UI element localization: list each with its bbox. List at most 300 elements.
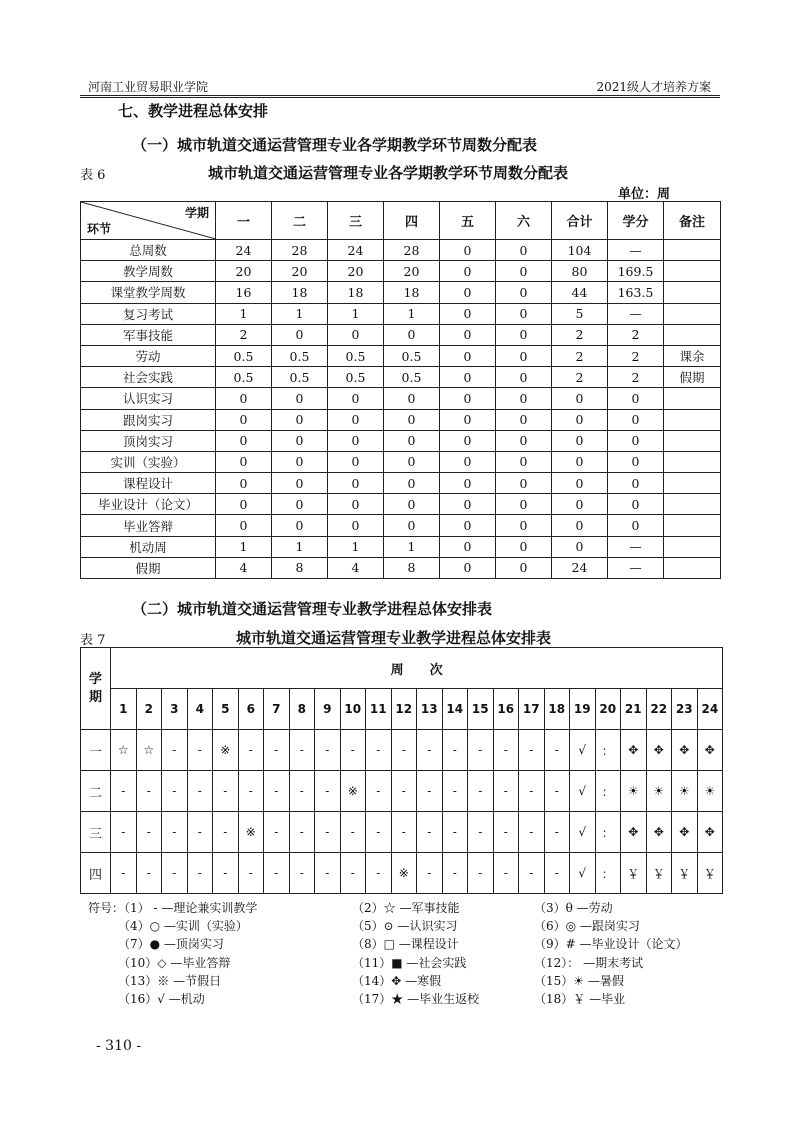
- table-cell: —: [608, 240, 664, 261]
- schedule-cell: ✥: [697, 812, 723, 853]
- table-cell: 0: [440, 303, 496, 324]
- table-cell: 44: [552, 282, 608, 303]
- table-cell: 0: [272, 451, 328, 472]
- schedule-cell: -: [391, 730, 417, 771]
- table-cell: 0: [440, 282, 496, 303]
- schedule-cell: -: [366, 771, 392, 812]
- table-cell: [664, 409, 721, 430]
- table-cell: 0.5: [384, 367, 440, 388]
- table7-label: 表 7: [80, 633, 106, 648]
- week-number-cell: 8: [289, 689, 315, 730]
- table-cell: 0: [272, 494, 328, 515]
- table-cell: 104: [552, 240, 608, 261]
- schedule-cell: -: [493, 812, 519, 853]
- schedule-cell: ☀: [646, 771, 672, 812]
- schedule-cell: ※: [340, 771, 366, 812]
- schedule-cell: ✥: [646, 812, 672, 853]
- schedule-cell: -: [493, 730, 519, 771]
- table-cell: 0.5: [216, 367, 272, 388]
- table-cell: 0: [608, 494, 664, 515]
- table-cell: 0: [496, 240, 552, 261]
- legend-item: （7）● —顶岗实习: [118, 937, 224, 952]
- schedule-cell: -: [544, 812, 570, 853]
- schedule-cell: -: [366, 812, 392, 853]
- table-cell: 0: [496, 557, 552, 578]
- schedule-cell: ：: [595, 853, 621, 894]
- schedule-cell: -: [162, 853, 188, 894]
- row-label-cell: 机动周: [81, 536, 216, 557]
- table-cell: 0: [552, 515, 608, 536]
- schedule-cell: -: [417, 771, 443, 812]
- schedule-cell: ※: [391, 853, 417, 894]
- schedule-cell: ✥: [646, 730, 672, 771]
- table-cell: [664, 388, 721, 409]
- schedule-cell: -: [238, 853, 264, 894]
- table-cell: —: [608, 536, 664, 557]
- table-cell: 4: [328, 557, 384, 578]
- table6-header-cell: 三: [328, 202, 384, 240]
- legend-item: （9）# —毕业设计（论文）: [534, 937, 688, 952]
- row-label-cell: 社会实践: [81, 367, 216, 388]
- header-rule: [80, 95, 720, 96]
- schedule-cell: -: [340, 853, 366, 894]
- table-cell: 1: [384, 536, 440, 557]
- legend-item: （5）⊙ —认识实习: [352, 919, 458, 934]
- table-cell: 0: [216, 388, 272, 409]
- table-cell: 0: [440, 409, 496, 430]
- table-cell: 20: [272, 261, 328, 282]
- table-cell: 0: [496, 345, 552, 366]
- table-cell: 0: [384, 494, 440, 515]
- legend-item: （8）□ —课程设计: [352, 937, 459, 952]
- schedule-cell: ￥: [646, 853, 672, 894]
- table-cell: 8: [384, 557, 440, 578]
- table-cell: 0.5: [216, 345, 272, 366]
- table-cell: [664, 557, 721, 578]
- table6-unit: 单位：周: [618, 187, 671, 202]
- week-number-cell: 11: [366, 689, 392, 730]
- table-cell: 20: [328, 261, 384, 282]
- table-cell: 2: [608, 324, 664, 345]
- legend-item: （14）✥ —寒假: [352, 973, 442, 988]
- schedule-cell: -: [264, 812, 290, 853]
- table-cell: 2: [608, 367, 664, 388]
- table-cell: 0: [496, 261, 552, 282]
- table-cell: 0: [496, 451, 552, 472]
- row-label-cell: 课程设计: [81, 473, 216, 494]
- table-cell: 0: [272, 515, 328, 536]
- table-cell: 0: [552, 494, 608, 515]
- table-cell: 0.5: [328, 345, 384, 366]
- table-cell: 16: [216, 282, 272, 303]
- table-cell: —: [608, 557, 664, 578]
- week-number-cell: 20: [595, 689, 621, 730]
- table6-header-cell: 六: [496, 202, 552, 240]
- table-row: [81, 812, 723, 853]
- table-cell: 0: [384, 388, 440, 409]
- table-cell: 0: [384, 409, 440, 430]
- row-label-cell: 课堂教学周数: [81, 282, 216, 303]
- schedule-cell: ※: [213, 730, 239, 771]
- schedule-cell: -: [187, 853, 213, 894]
- table-cell: 0: [216, 494, 272, 515]
- table-cell: 0: [272, 409, 328, 430]
- schedule-cell: -: [111, 853, 137, 894]
- table-cell: 0: [384, 324, 440, 345]
- week-number-cell: 13: [417, 689, 443, 730]
- table-cell: 0: [496, 473, 552, 494]
- table-cell: 0: [216, 430, 272, 451]
- table-cell: 0: [440, 494, 496, 515]
- schedule-cell: -: [111, 771, 137, 812]
- table6-title: 城市轨道交通运营管理专业各学期教学环节周数分配表: [208, 164, 569, 182]
- table-cell: —: [608, 303, 664, 324]
- table-cell: 0: [440, 345, 496, 366]
- table6-label: 表 6: [80, 168, 106, 183]
- schedule-cell: -: [391, 771, 417, 812]
- schedule-cell: -: [289, 812, 315, 853]
- table-cell: 20: [384, 261, 440, 282]
- schedule-cell: -: [417, 812, 443, 853]
- legend-item: （18）￥ —毕业: [534, 992, 626, 1006]
- table6-header-row: [81, 202, 721, 240]
- table-cell: 0: [216, 473, 272, 494]
- legend-label: 符号：: [88, 901, 125, 915]
- schedule-cell: ✥: [672, 730, 698, 771]
- table-cell: 1: [384, 303, 440, 324]
- table-row: [81, 557, 721, 578]
- table-cell: 0: [552, 473, 608, 494]
- table-cell: 4: [216, 557, 272, 578]
- table-cell: 2: [552, 345, 608, 366]
- table-cell: [664, 324, 721, 345]
- term-header-label: 学期: [88, 671, 102, 705]
- row-label-cell: 认识实习: [81, 388, 216, 409]
- table6: [80, 201, 721, 579]
- schedule-cell: -: [519, 730, 545, 771]
- table-row: [81, 261, 721, 282]
- table-cell: 1: [328, 536, 384, 557]
- table-cell: 0: [440, 515, 496, 536]
- table-cell: 0: [272, 430, 328, 451]
- week-number-cell: 23: [672, 689, 698, 730]
- table-cell: [664, 515, 721, 536]
- table-cell: 0: [552, 388, 608, 409]
- table6-header-cell: 五: [440, 202, 496, 240]
- schedule-cell: -: [238, 730, 264, 771]
- schedule-cell: ☀: [697, 771, 723, 812]
- schedule-cell: -: [366, 730, 392, 771]
- schedule-cell: -: [315, 771, 341, 812]
- schedule-cell: -: [264, 853, 290, 894]
- schedule-cell: -: [162, 771, 188, 812]
- table-cell: 0: [440, 430, 496, 451]
- row-label-cell: 教学周数: [81, 261, 216, 282]
- schedule-cell: ☆: [111, 730, 137, 771]
- table-cell: 28: [384, 240, 440, 261]
- schedule-cell: √: [570, 853, 596, 894]
- schedule-cell: -: [213, 771, 239, 812]
- week-number-cell: 7: [264, 689, 290, 730]
- schedule-cell: -: [289, 730, 315, 771]
- schedule-cell: -: [544, 853, 570, 894]
- schedule-cell: -: [136, 812, 162, 853]
- table6-corner-cell: [81, 202, 216, 240]
- schedule-cell: -: [519, 812, 545, 853]
- table-cell: 2: [216, 324, 272, 345]
- table-cell: [664, 473, 721, 494]
- table-cell: 1: [216, 303, 272, 324]
- header-rule-2: [80, 97, 720, 98]
- table7: [80, 647, 723, 894]
- schedule-cell: ※: [238, 812, 264, 853]
- row-label-cell: 军事技能: [81, 324, 216, 345]
- section-title: 七、教学进程总体安排: [118, 102, 269, 120]
- table-row: [81, 536, 721, 557]
- schedule-cell: -: [442, 812, 468, 853]
- table-cell: [664, 536, 721, 557]
- table-row: [81, 430, 721, 451]
- schedule-cell: -: [442, 771, 468, 812]
- schedule-cell: -: [315, 853, 341, 894]
- week-number-cell: 10: [340, 689, 366, 730]
- table-cell: 0: [384, 515, 440, 536]
- legend-item: （1） - —理论兼实训教学: [118, 901, 258, 915]
- table-cell: 0: [608, 430, 664, 451]
- schedule-cell: -: [417, 730, 443, 771]
- table-cell: [664, 451, 721, 472]
- table-cell: 18: [384, 282, 440, 303]
- table-cell: 0: [216, 409, 272, 430]
- table-cell: 0: [328, 494, 384, 515]
- table7-title: 城市轨道交通运营管理专业教学进程总体安排表: [236, 629, 552, 647]
- schedule-cell: -: [340, 812, 366, 853]
- table-row: [81, 494, 721, 515]
- schedule-cell: ：: [595, 771, 621, 812]
- table-row: [81, 451, 721, 472]
- table-cell: 0: [440, 240, 496, 261]
- schedule-cell: -: [213, 812, 239, 853]
- schedule-cell: -: [519, 853, 545, 894]
- header-left: 河南工业贸易职业学院: [88, 80, 209, 94]
- table7-header-row: [81, 648, 723, 689]
- schedule-cell: -: [468, 812, 494, 853]
- schedule-cell: ☀: [672, 771, 698, 812]
- schedule-cell: ￥: [672, 853, 698, 894]
- table-cell: 0: [496, 536, 552, 557]
- week-number-cell: 21: [621, 689, 647, 730]
- table-cell: 169.5: [608, 261, 664, 282]
- table6-header-cell: 二: [272, 202, 328, 240]
- table-cell: 0: [384, 473, 440, 494]
- table-row: [81, 282, 721, 303]
- week-number-cell: 16: [493, 689, 519, 730]
- table-cell: 8: [272, 557, 328, 578]
- table-cell: 2: [608, 345, 664, 366]
- schedule-cell: -: [468, 853, 494, 894]
- table-cell: 28: [272, 240, 328, 261]
- table-cell: 0: [328, 451, 384, 472]
- schedule-cell: -: [442, 853, 468, 894]
- table-cell: 0: [216, 451, 272, 472]
- schedule-cell: -: [468, 730, 494, 771]
- row-label-cell: 顶岗实习: [81, 430, 216, 451]
- table-cell: 5: [552, 303, 608, 324]
- table-cell: 0: [272, 388, 328, 409]
- week-header-cell: 周 次: [111, 648, 723, 689]
- table-row: [81, 367, 721, 388]
- schedule-cell: -: [289, 771, 315, 812]
- legend-item: （12）： —期末考试: [534, 955, 644, 970]
- table6-section-heading: （一）城市轨道交通运营管理专业各学期教学环节周数分配表: [132, 136, 538, 154]
- table-cell: 0: [552, 536, 608, 557]
- table-cell: 0: [384, 451, 440, 472]
- table-cell: 0: [496, 367, 552, 388]
- legend-item: （3）θ —劳动: [534, 901, 613, 915]
- table-cell: 20: [216, 261, 272, 282]
- table-cell: 80: [552, 261, 608, 282]
- table-cell: [664, 282, 721, 303]
- term-cell: 一: [81, 730, 111, 771]
- row-label-cell: 假期: [81, 557, 216, 578]
- table-cell: 1: [272, 303, 328, 324]
- schedule-cell: ☀: [621, 771, 647, 812]
- row-label-cell: 劳动: [81, 345, 216, 366]
- table6-header-cell: 合计: [552, 202, 608, 240]
- table-cell: 0: [272, 324, 328, 345]
- table-cell: 18: [272, 282, 328, 303]
- schedule-cell: -: [187, 812, 213, 853]
- schedule-cell: ✥: [621, 812, 647, 853]
- week-number-cell: 9: [315, 689, 341, 730]
- table-row: [81, 473, 721, 494]
- legend-item: （13）※ —节假日: [118, 973, 222, 988]
- schedule-cell: ￥: [621, 853, 647, 894]
- corner-bottom-label: 环节: [87, 222, 112, 236]
- legend-item: （17）★ —毕业生返校: [352, 992, 480, 1006]
- table-cell: 0: [552, 451, 608, 472]
- table-cell: 24: [552, 557, 608, 578]
- table-cell: 24: [216, 240, 272, 261]
- schedule-cell: ☆: [136, 730, 162, 771]
- schedule-cell: ✥: [697, 730, 723, 771]
- table-cell: 0.5: [272, 367, 328, 388]
- table-cell: 0: [608, 451, 664, 472]
- row-label-cell: 实训（实验）: [81, 451, 216, 472]
- corner-top-label: 学期: [184, 206, 209, 220]
- week-number-cell: 22: [646, 689, 672, 730]
- table-cell: 0: [608, 409, 664, 430]
- schedule-cell: -: [136, 771, 162, 812]
- table-cell: [664, 494, 721, 515]
- table-cell: 0: [552, 430, 608, 451]
- schedule-cell: -: [238, 771, 264, 812]
- table-cell: 0: [328, 515, 384, 536]
- table-cell: 0: [328, 388, 384, 409]
- table-cell: 0: [328, 324, 384, 345]
- table-cell: 2: [552, 324, 608, 345]
- row-label-cell: 总周数: [81, 240, 216, 261]
- table-row: [81, 324, 721, 345]
- table-cell: 0: [608, 388, 664, 409]
- table-cell: [664, 261, 721, 282]
- table-cell: 0: [328, 409, 384, 430]
- week-number-cell: 24: [697, 689, 723, 730]
- schedule-cell: -: [519, 771, 545, 812]
- table-cell: 0: [496, 494, 552, 515]
- schedule-cell: -: [213, 853, 239, 894]
- week-number-cell: 4: [187, 689, 213, 730]
- row-label-cell: 复习考试: [81, 303, 216, 324]
- week-number-cell: 14: [442, 689, 468, 730]
- table-cell: 0.5: [384, 345, 440, 366]
- week-number-cell: 2: [136, 689, 162, 730]
- legend-item: （2）☆ —军事技能: [352, 901, 460, 915]
- table-cell: 0: [440, 451, 496, 472]
- table-cell: [664, 240, 721, 261]
- table-cell: 0: [440, 388, 496, 409]
- table-cell: 0: [440, 367, 496, 388]
- schedule-cell: -: [136, 853, 162, 894]
- schedule-cell: √: [570, 812, 596, 853]
- schedule-cell: -: [442, 730, 468, 771]
- table-cell: 0: [552, 409, 608, 430]
- table-cell: 0: [496, 430, 552, 451]
- table-cell: 1: [216, 536, 272, 557]
- table-cell: 0: [496, 282, 552, 303]
- table-cell: 0: [328, 430, 384, 451]
- schedule-cell: -: [468, 771, 494, 812]
- week-number-cell: 17: [519, 689, 545, 730]
- table-cell: 2: [552, 367, 608, 388]
- table6-header-cell: 四: [384, 202, 440, 240]
- week-number-cell: 19: [570, 689, 596, 730]
- schedule-cell: -: [315, 812, 341, 853]
- schedule-cell: -: [493, 853, 519, 894]
- legend-item: （11）■ —社会实践: [352, 955, 467, 970]
- schedule-cell: -: [264, 771, 290, 812]
- schedule-cell: √: [570, 730, 596, 771]
- table-cell: 1: [272, 536, 328, 557]
- week-number-cell: 18: [544, 689, 570, 730]
- table-cell: 0: [496, 515, 552, 536]
- term-cell: 四: [81, 853, 111, 894]
- row-label-cell: 毕业答辩: [81, 515, 216, 536]
- table-cell: 0: [608, 473, 664, 494]
- schedule-cell: -: [493, 771, 519, 812]
- table-cell: 0: [440, 324, 496, 345]
- term-cell: 二: [81, 771, 111, 812]
- table-cell: 0: [496, 409, 552, 430]
- table6-header-cell: 学分: [608, 202, 664, 240]
- table-cell: 0.5: [328, 367, 384, 388]
- table-cell: 0: [440, 473, 496, 494]
- schedule-cell: -: [264, 730, 290, 771]
- table-cell: 0: [272, 473, 328, 494]
- schedule-cell: √: [570, 771, 596, 812]
- table-cell: 0: [496, 324, 552, 345]
- schedule-cell: -: [111, 812, 137, 853]
- term-cell: 三: [81, 812, 111, 853]
- schedule-cell: -: [366, 853, 392, 894]
- table-cell: 0: [496, 388, 552, 409]
- table-row: [81, 409, 721, 430]
- term-header-cell: [81, 648, 111, 730]
- table-cell: 1: [328, 303, 384, 324]
- schedule-cell: -: [315, 730, 341, 771]
- week-number-cell: 15: [468, 689, 494, 730]
- table-cell: [664, 303, 721, 324]
